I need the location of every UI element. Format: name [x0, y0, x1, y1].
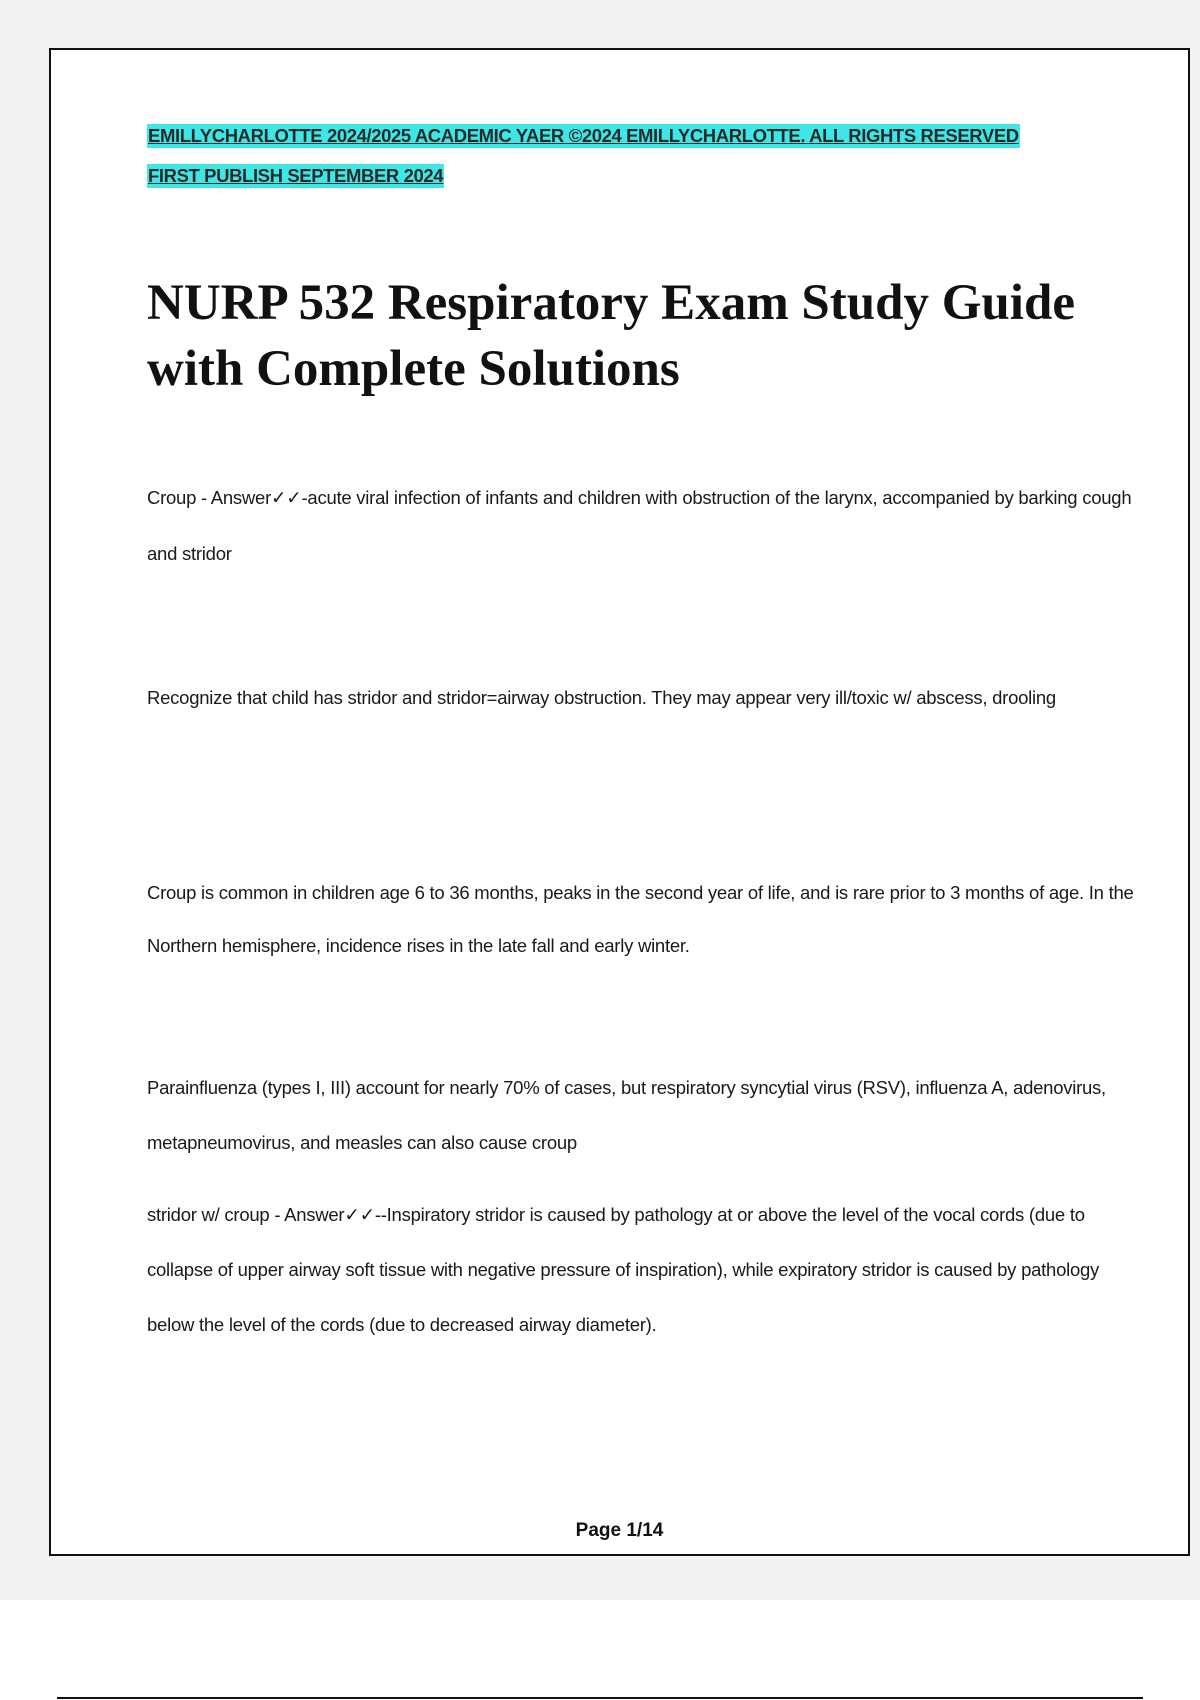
copyright-header-line: EMILLYCHARLOTTE 2024/2025 ACADEMIC YAER ©2024 EMILLYCHARLOTTE. ALL RIGHTS RESERVED	[148, 125, 1019, 146]
document-title: NURP 532 Respiratory Exam Study Guide with Complete Solutions	[147, 275, 1075, 397]
paragraph-croup-definition: Croup - Answer✓✓-acute viral infection of infants and children with obstruction of the larynx, accompanied by barking cough and stridor	[147, 487, 1132, 564]
document-page	[49, 48, 1190, 1556]
page-number: Page 1/14	[575, 1520, 664, 1541]
paragraph-croup-epidemiology: Croup is common in children age 6 to 36 months, peaks in the second year of life, and is rare prior to 3 months of age. In the Northern hemisphere, incidence rises in the late fall and early winter.	[147, 882, 1134, 956]
next-page-divider	[57, 1697, 1143, 1699]
paragraph-stridor-recognition: Recognize that child has stridor and stridor=airway obstruction. They may appear very ill/toxic w/ abscess, drooling	[147, 687, 1056, 708]
publish-date-header-line: FIRST PUBLISH SEPTEMBER 2024	[148, 165, 444, 186]
paragraph-stridor-with-croup: stridor w/ croup - Answer✓✓--Inspiratory stridor is caused by pathology at or above the level of the vocal cords (due to collapse of upper airway soft tissue with negative pressure of inspiration), while expiratory stridor is caused by pathology below the level of the cords (due to decreased airway diameter).	[147, 1204, 1100, 1335]
paragraph-croup-causes: Parainfluenza (types I, III) account for nearly 70% of cases, but respiratory syncytial virus (RSV), influenza A, adenovirus, metapneumovirus, and measles can also cause croup	[147, 1077, 1106, 1153]
